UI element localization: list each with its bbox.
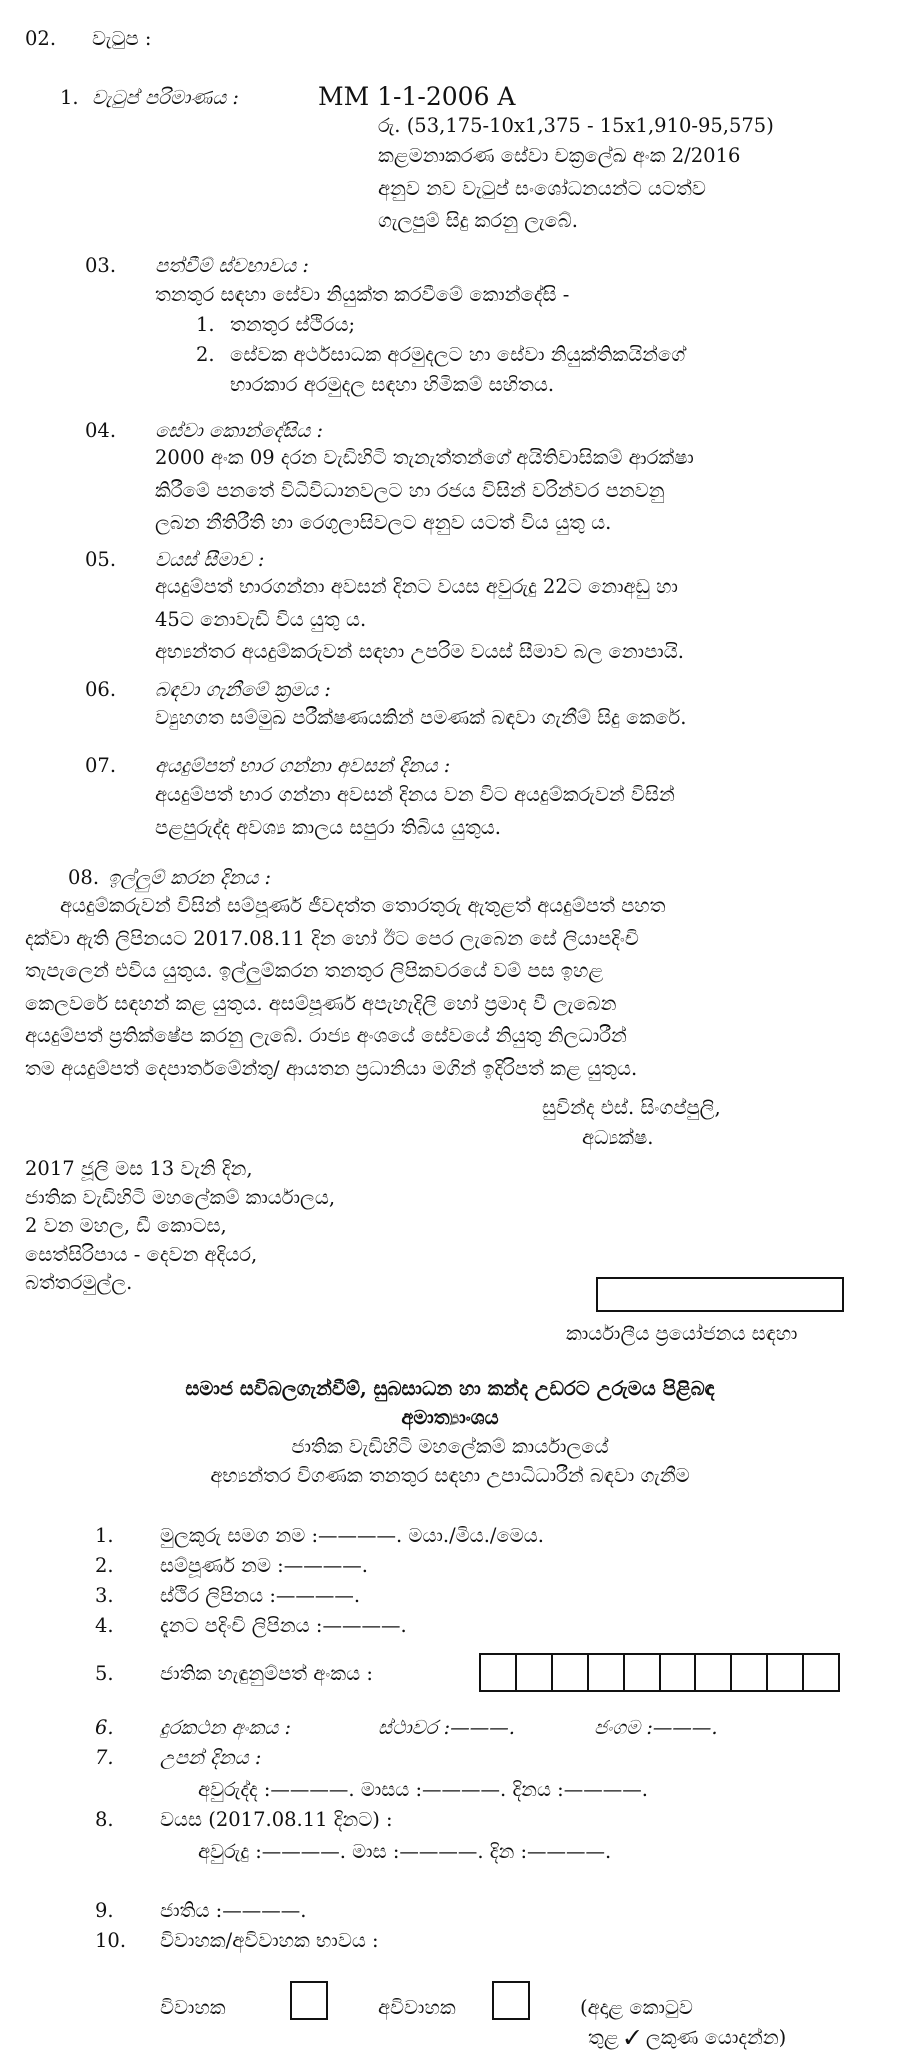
field-phone-label: දුරකථන අංකය :	[160, 1716, 292, 1739]
section-05-body	[155, 571, 873, 669]
condition-2-text: සේවක අර්ථසාධක අරමුදලට හා සේවා නියුක්තිකයින්ගේ	[230, 343, 686, 366]
nic-digit-box[interactable]	[696, 1655, 732, 1690]
field-4-number: 4.	[95, 1614, 114, 1637]
field-2-number: 2.	[95, 1554, 114, 1577]
body-line: දක්වා ඇති ලිපිනයට 2017.08.11 දින හෝ ඊට පෙර ලැබෙන සේ ලියාපදිංචි	[25, 926, 639, 950]
body-line: අභ්‍යන්තර අයදුම්කරුවන් සඳහා උපරිම වයස් සීමාව බල නොපායි.	[155, 640, 684, 663]
section-03-title: පත්වීම් ස්වභාවය :	[155, 254, 309, 277]
field-age-label: වයස (2017.08.11 දිනට) :	[160, 1808, 393, 1831]
salary-note-line: ගැලපුම් සිදු කරනු ලැබේ.	[378, 209, 578, 232]
field-5-number: 5.	[95, 1662, 114, 1685]
condition-2-continued: භාරකාර අරමුදල සඳහා හිමිකම් සහිතය.	[230, 373, 555, 396]
nic-digit-box[interactable]	[625, 1655, 661, 1690]
married-checkbox[interactable]	[290, 1981, 328, 2020]
body-line: අයදුම්පත් ප්‍රතික්ෂේප කරනු ලැබේ. රාජ්‍ය අංශයේ සේවයේ නියුතු නිලධාරීන්	[25, 1024, 627, 1047]
field-full-name[interactable]: සම්පූර්ණ නම :————.	[160, 1554, 368, 1577]
nic-digit-box[interactable]	[661, 1655, 697, 1690]
section-07-number: 07.	[85, 754, 117, 777]
section-06-body: ව්‍යුහගත සම්මුඛ පරීක්ෂණයකින් පමණක් බඳවා ගැනීම් සිදු කෙරේ.	[155, 706, 687, 729]
section-06-number: 06.	[85, 678, 117, 701]
tick-instruction-line1: (අදාළ කොටුව	[580, 1996, 693, 2019]
section-05-number: 05.	[85, 548, 117, 571]
section-04-number: 04.	[85, 419, 117, 442]
section-04-title: සේවා කොන්දේසිය :	[155, 419, 324, 442]
field-7-number: 7.	[95, 1746, 114, 1769]
field-phone-mobile[interactable]: ජංගම :———.	[594, 1716, 718, 1739]
body-line: 45ට නොවැඩි විය යුතු ය.	[155, 607, 367, 631]
body-line: අයදුම්කරුවන් විසින් සම්පූර්ණ ජීවදත්ත තොරතුරු ඇතුළත් අයදුම්පත් පහත	[60, 894, 666, 917]
field-10-number: 10.	[95, 1929, 127, 1952]
ministry-title-cont: අමාත්‍යාංශය	[401, 1406, 499, 1429]
body-line: පළපුරුද්ද අවශ්‍ය කාලය සපුරා තිබිය යුතුය.	[155, 815, 501, 839]
field-age-parts[interactable]: අවුරුදු :————. මාස :————. දින :————.	[198, 1840, 612, 1863]
nic-digit-box[interactable]	[589, 1655, 625, 1690]
field-8-number: 8.	[95, 1808, 114, 1831]
section-04-body	[155, 442, 873, 540]
salary-scale-code: MM 1-1-2006 A	[318, 82, 516, 111]
married-label: විවාහක	[160, 1996, 226, 2019]
salary-note-line: කළමනාකරණ සේවා චක්‍රලේඛ අංක 2/2016	[378, 144, 741, 167]
nic-digit-box[interactable]	[517, 1655, 553, 1690]
salary-note-line: අනුව නව වැටුප් සංශෝධනයන්ට යටත්ව	[378, 176, 706, 200]
field-dob-label: උපන් දිනය :	[160, 1746, 262, 1769]
field-3-number: 3.	[95, 1584, 114, 1607]
field-6-number: 6.	[95, 1716, 114, 1739]
field-nic-label: ජාතික හැඳුනුම්පත් අංකය :	[160, 1662, 373, 1685]
field-permanent-address[interactable]: ස්ථිර ලිපිනය :————.	[160, 1584, 361, 1607]
body-line: කිරීමේ පනතේ විධිවිධානවලට හා රජය විසින් වරින්වර පනවනු	[155, 478, 665, 502]
field-marital-label: විවාහක/අවිවාහක භාවය :	[160, 1929, 379, 1952]
body-line: ලබන නීතිරීති හා රෙගුලාසිවලට අනුව යටත් විය යුතු ය.	[155, 511, 612, 534]
ministry-title: සමාජ සවිබලගැන්වීම්, සුබසාධන හා කන්ද උඩරට උරුමය පිළිබඳ	[185, 1377, 715, 1400]
section-05-title: වයස් සීමාව :	[155, 548, 265, 571]
section-08-body	[25, 890, 873, 1085]
signatory-title: අධ්‍යක්ෂ.	[582, 1126, 654, 1149]
nic-digit-box[interactable]	[804, 1655, 838, 1690]
nic-digit-box[interactable]	[553, 1655, 589, 1690]
unmarried-label: අවිවාහක	[378, 1996, 456, 2019]
salary-scale-title: වැටුප් පරිමාණය :	[92, 86, 239, 109]
signatory-name: සුවින්ද එස්. සිංගප්පුලි,	[542, 1096, 721, 1119]
nic-digit-box[interactable]	[732, 1655, 768, 1690]
address-block	[25, 1155, 335, 1298]
salary-scale-number: 1.	[60, 86, 79, 109]
field-dob-parts[interactable]: අවුරුද්ද :————. මාසය :————. දිනය :————.	[198, 1778, 648, 1801]
address-line: ජාතික වැඩිහිටි මහලේකම් කාර්යාලය,	[25, 1185, 336, 1209]
office-use-label: කාර්යාලීය ප්‍රයෝජනය සඳහා	[566, 1322, 798, 1345]
section-03-number: 03.	[85, 254, 117, 277]
field-9-number: 9.	[95, 1899, 114, 1922]
section-07-title: අයදුම්පත් භාර ගන්නා අවසන් දිනය :	[155, 754, 451, 777]
salary-scale-note	[378, 140, 873, 238]
form-title: අභ්‍යන්තර විගණක තනතුර සඳහා උපාධිධාරීන් බඳවා ගැනීම	[210, 1464, 690, 1487]
section-08-number: 08.	[68, 866, 100, 889]
body-line: අයදුම්පත් භාරගන්නා අවසන් දිනට වයස අවුරුදු 22ට නොඅඩු හා	[155, 575, 678, 598]
address-line: සෙත්සිරිපාය - දෙවන අදියර,	[25, 1242, 258, 1266]
address-line: 2017 ජූලි මස 13 වැනි දින,	[25, 1157, 253, 1180]
section-03-intro: තනතුර සඳහා සේවා නියුක්ත කරවීමේ කොන්දේසි -	[155, 283, 570, 306]
address-line: 2 වන මහල, ඩී කොටස,	[25, 1214, 227, 1237]
condition-1-number: 1.	[196, 313, 215, 336]
salary-scale-range: රු. (53,175-10x1,375 - 15x1,910-95,575)	[378, 114, 774, 137]
body-line: කෙලවරේ සඳහන් කළ යුතුය. අසම්පූර්ණ අපැහැදිලි හෝ ප්‍රමාද වී ලැබෙන	[25, 991, 617, 1015]
nic-input-boxes[interactable]	[479, 1653, 840, 1692]
section-08-title: ඉල්ලුම් කරන දිනය :	[108, 866, 272, 889]
office-title: ජාතික වැඩිහිටි මහලේකම් කාර්යාලයේ	[291, 1435, 609, 1458]
section-07-body	[155, 779, 873, 844]
field-1-number: 1.	[95, 1524, 114, 1547]
section-02-number: 02.	[25, 27, 57, 50]
condition-1-text: තනතුර ස්ථිරය;	[230, 313, 356, 336]
body-line: අයදුම්පත් භාර ගන්නා අවසන් දිනය වන විට අයදුම්කරුවන් විසින්	[155, 783, 675, 806]
condition-2-number: 2.	[196, 343, 215, 366]
office-use-box	[596, 1277, 844, 1312]
unmarried-checkbox[interactable]	[492, 1981, 530, 2020]
field-current-address[interactable]: දැනට පදිංචි ලිපිනය :————.	[160, 1614, 407, 1637]
address-line: බත්තරමුල්ල.	[25, 1271, 133, 1294]
section-06-title: බඳවා ගැනීමේ ක්‍රමය :	[155, 678, 331, 701]
body-line: තම අයදුම්පත් දෙපාර්තමේන්තු/ ආයතන ප්‍රධානියා මගින් ඉදිරිපත් කළ යුතුය.	[25, 1056, 638, 1080]
field-phone-fixed[interactable]: ස්ථාවර :———.	[378, 1716, 515, 1739]
body-line: තැපැලෙන් එවිය යුතුය. ඉල්ලුම්කරන තනතුර ලිපිකවරයේ වම් පස ඉහළ	[25, 959, 604, 982]
nic-digit-box[interactable]	[481, 1655, 517, 1690]
body-line: 2000 අංක 09 දරන වැඩිහිටි තැනැත්තන්ගේ අයිතිවාසිකම් ආරක්ෂා	[155, 446, 694, 469]
field-nationality[interactable]: ජාතිය :————.	[160, 1899, 307, 1922]
nic-digit-box[interactable]	[768, 1655, 804, 1690]
field-initials-name[interactable]: මුලකුරු සමග නම :————. මයා./මිය./මෙය.	[160, 1524, 544, 1547]
section-02-title: වැටුප :	[92, 27, 152, 50]
form-heading	[0, 1374, 900, 1490]
tick-instruction-line2: තුළ ✓ ලකුණ යොදන්න)	[588, 2026, 787, 2049]
